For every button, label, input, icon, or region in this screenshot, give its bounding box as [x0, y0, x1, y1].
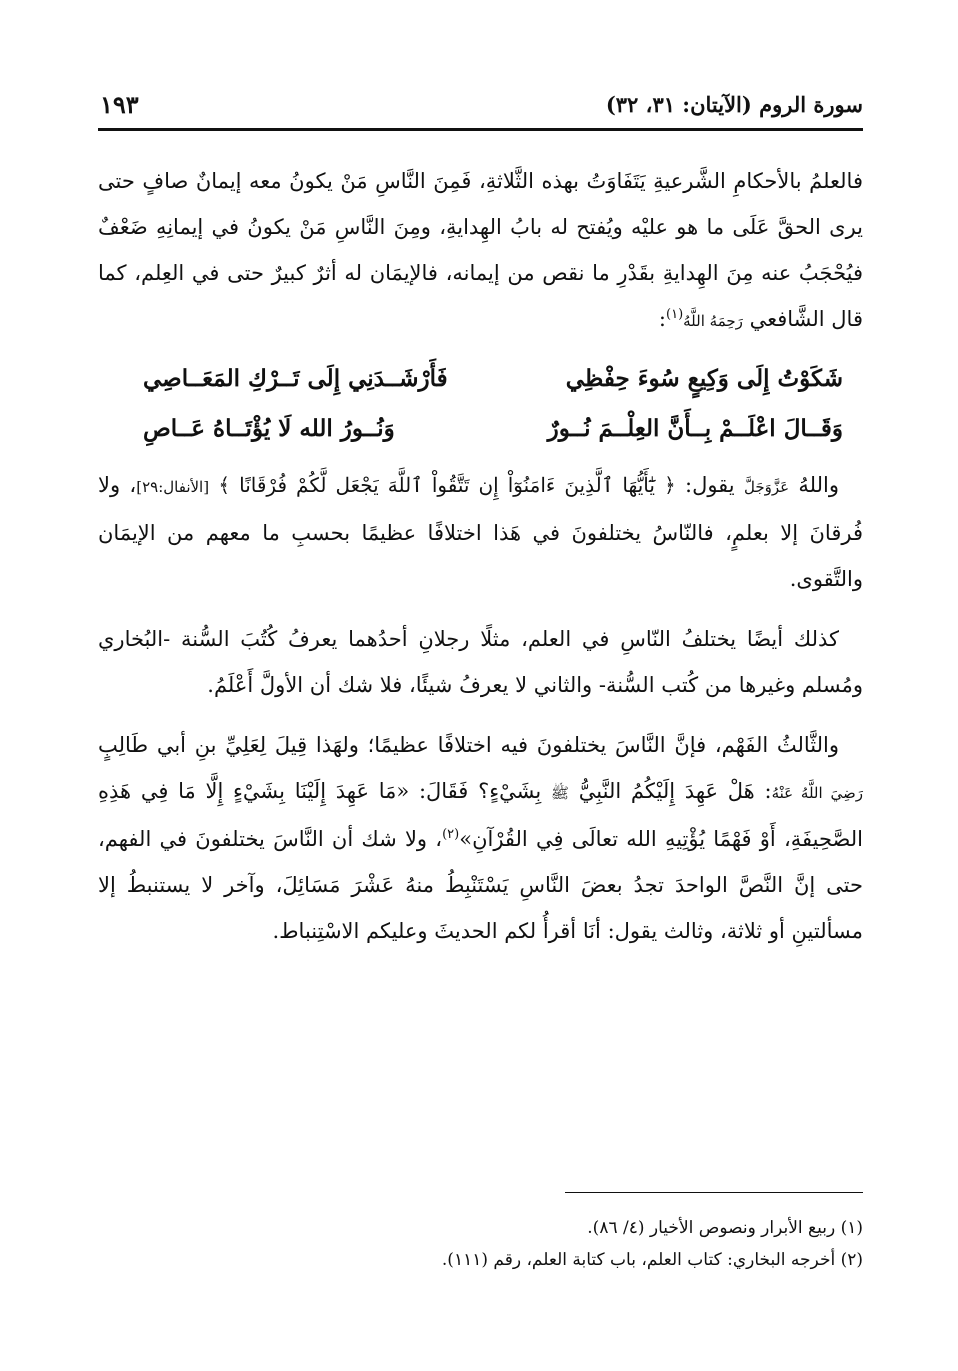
honorific-azza-wajalla: عَزَّوَجَلَّ	[743, 478, 790, 496]
paragraph-2-lead: واللهُ	[798, 473, 840, 497]
page-header	[98, 88, 863, 131]
verse-reference: [الأنفال:٢٩]	[136, 478, 210, 496]
quran-verse: ﴿ يَٰٓأَيُّهَا ٱلَّذِينَ ءَامَنُوٓاْ إِن تَتَّقُواْ ٱللَّهَ يَجْعَل لَّكُمْ فُرْقَانًا ﴾	[218, 473, 676, 497]
paragraph-2-rest: ، ولا فُرقانَ إلا بعلمٍ، فالنّاسُ يختلفونَ في هَذا اختلافًا عظيمًا بحسبِ ما معهم من الإيمَان والتَّقوى.	[98, 473, 863, 591]
paragraph-4-part-1: والثَّالثُ الفَهْم، فإنَّ النَّاسَ يختلفونَ فيه اختلافًا عظيمًا؛ ولهَذا قِيلَ لِعَلِيِّ بنِ أبي طَالِبٍ	[98, 733, 839, 757]
honorific-salallahu-alayhi: ﷺ	[550, 784, 570, 802]
paragraph-2-says: يقول:	[685, 473, 735, 497]
footnotes	[98, 1212, 863, 1276]
footnote-2: (٢) أخرجه البخاري: كتاب العلم، باب كتابة العلم، رقم (١١١).	[441, 1250, 863, 1270]
paragraph-3-text: كذلك أيضًا يختلفُ النّاسِ في العلم، مثلًا رجلانِ أحدُهما يعرفُ كُتُبَ السُّنة -البُخاري ومُسلم وغيرها من كُتب السُّنة- والثاني لا يعرفُ شيئًا، فلا شك أن الأولَّ أَعْلَمُ.	[98, 627, 863, 697]
colon: :	[658, 307, 666, 331]
footnote-mark-2: (٢)	[442, 827, 460, 842]
poem-line-2-second-hemistich: وَنُــورُ الله لَا يُؤْتَــاهُ عَــاصِ	[143, 415, 395, 442]
honorific-rahimahullah: رَحِمَهُ اللَّهُ	[683, 312, 743, 330]
footnote-1: (١) ربيع الأبرار ونصوص الأخيار (٤/ ٨٦).	[587, 1218, 863, 1238]
paragraph-1	[98, 158, 863, 344]
paragraph-4-part-2: : هَلْ عَهِدَ إِلَيْكُمُ النَّبِيُّ	[578, 779, 772, 803]
poem-line-1-second-hemistich: فَأَرْشَــدَنِي إِلَى تَــرْكِ المَعَــاصِي	[143, 365, 448, 392]
paragraph-4-part-4: ، ولا شك أن النَّاسَ يختلفونَ في الفهم، حتى إنَّ النَّصَّ الواحدَ تجدُ بعضَ النَّاسِ يَسْتَنْبِطُ منهُ عَشْرَ مَسَائِلَ، وآخر لا يستنبطُ إلا مسألتينِ أو ثلاثة، وثالث يقول: أنَا أقرأُ لكم الحديثَ وعليكم الاسْتِنباط.	[98, 827, 863, 943]
poem-line-2-first-hemistich: وَقَــالَ اعْلَــمْ بِــأَنَّ العِلْــمَ نُــورٌ	[547, 415, 843, 442]
poem	[98, 354, 863, 454]
paragraph-4-part-3: بِشَيْءٍ؟ فَقَالَ: «مَا عَهِدَ إِلَيْنَا بِشَيْءٍ إِلَّا مَا فِي هَذِهِ الصَّحِيفَةِ، أَوْ فَهْمًا يُؤْتِيهِ الله تعالَى فِي القُرْآنِ»	[98, 779, 863, 851]
paragraph-3	[98, 616, 863, 708]
paragraph-4	[98, 722, 863, 954]
footnote-divider	[565, 1192, 863, 1193]
main-text	[98, 158, 863, 954]
footnote-mark-1: (١)	[666, 307, 684, 322]
paragraph-2	[98, 462, 863, 602]
sura-title: سورة الروم (الآيتان: ٣١، ٣٢)	[605, 92, 863, 117]
poem-line-1	[98, 354, 863, 404]
poem-line-2	[98, 404, 863, 454]
honorific-radiyallahu-anhu: رَضِيَ اللَّهُ عَنْهُ	[771, 784, 863, 802]
paragraph-1-text: فالعلمُ بالأحكامِ الشَّرعيةِ يَتَفَاوَتُ بهذه الثَّلاثةِ، فَمِنَ النَّاسِ مَنْ يكونُ معه إيمانٌ صافٍ حتى يرى الحقَّ عَلَى ما هو عليْه ويُفتح له بابُ الهِدايةِ، ومِنَ النَّاسِ مَنْ يكونُ في إيمانِهِ ضَعْفٌ فيُحْجَبُ عنه مِنَ الهِدايةِ بقَدْرِ ما نقص من إيمانه، فالإيمَان له أثرٌ كبيرٌ حتى في العِلم، كما قال الشَّافعي	[98, 169, 863, 331]
poem-line-1-first-hemistich: شَكَوْتُ إِلَى وَكِيعٍ سُوءَ حِفْظِي	[565, 365, 843, 392]
page-number: ١٩٣	[100, 90, 139, 119]
